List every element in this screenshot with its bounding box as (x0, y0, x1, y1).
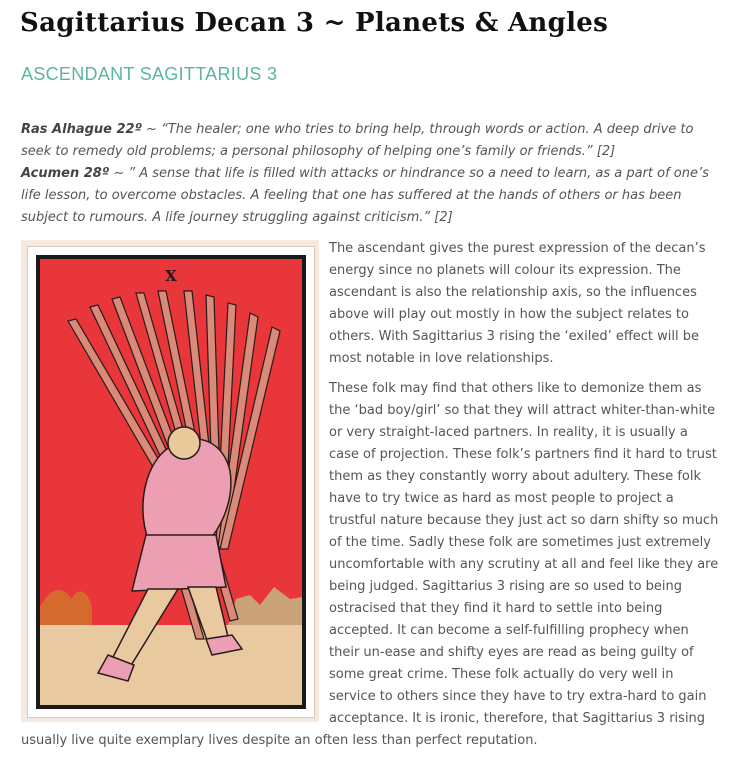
article-paragraph: The ascendant gives the purest expression of the decan’s energy since no planets will colour its expression. The ascendant is also the relationship axis, so the influences above will play out mostly in how the subject relates to others. With Sagittarius 3 rising the ‘exiled’ effect will be most notable in love relationships. (329, 241, 706, 366)
article-body (21, 238, 721, 760)
quote-text: ~ “The healer; one who tries to bring help, through words or action. A deep drive to seek to remedy old problems; a personal philosophy of helping one’s family or friends.” [2] (21, 122, 694, 159)
quote-star-name: Ras Alhague 22º (21, 122, 142, 137)
tarot-card-image (27, 246, 315, 718)
star-quotes (21, 119, 721, 229)
tarot-card-frame (21, 240, 319, 722)
page-title: Sagittarius Decan 3 ~ Planets & Angles (20, 8, 609, 38)
card-numeral: X (165, 267, 177, 285)
quote-text: ~ ” A sense that life is filled with attacks or hindrance so a need to learn, as a part of one’s life lesson, to overcome obstacles. A feeling that one has suffered at the hands of others or has been subject to rumours. A life journey struggling against criticism.” [2] (21, 166, 709, 225)
article-paragraph: These folk may find that others like to demonize them as the ‘bad boy/girl’ so that they will attract whiter-than-white or very straight-laced partners. In reality, it is usually a case of projection. These folk’s partners find it hard to trust them as they constantly worry about adultery. These folk have to try twice as hard as most people to project a trustful nature because they just act so darn shifty so much of the time. Sadly these folk are sometimes just extremely uncomfortable with any scrutiny at all and feel like they are being judged. Sagittarius 3 rising are so used to being ostracised that they find it hard to settle into being accepted. It can become a self-fulfilling prophecy when their un-ease and shifty eyes are read as being guilty of some great crime. These folk actually do very well in service to others since they have to try extra-hard to gain acceptance. It is ironic, therefore, that Sagittarius 3 rising usually live quite exemplary lives despite an often less than perfect reputation. (21, 381, 719, 748)
card-ground (40, 625, 302, 705)
ten-of-wands-illustration (28, 247, 314, 717)
section-subtitle: ASCENDANT SAGITTARIUS 3 (21, 64, 278, 84)
quote-star-name: Acumen 28º (21, 166, 110, 181)
